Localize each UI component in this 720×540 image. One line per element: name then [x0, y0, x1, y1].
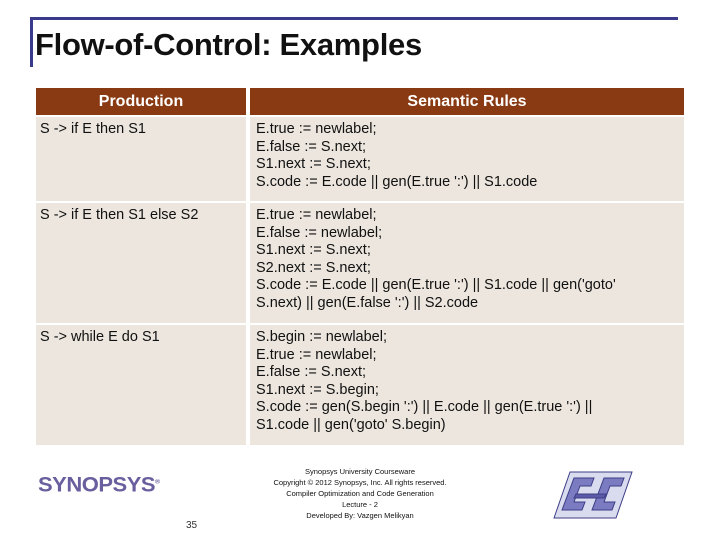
rule-line: S.code := E.code || gen(E.true ':') || S1.code: [256, 173, 538, 190]
rule-line: S.next) || gen(E.false ':') || S2.code: [256, 294, 479, 311]
page-number: 35: [186, 520, 198, 531]
rule-line: S1.next := S.begin;: [256, 381, 379, 398]
semantic-rules-table: [36, 86, 684, 447]
rule-line: E.true := newlabel;: [256, 346, 377, 363]
rule-line: E.false := S.next;: [256, 138, 367, 155]
rule-line: E.false := newlabel;: [256, 224, 383, 241]
rule-line: E.false := S.next;: [256, 364, 367, 381]
header-semantic-rules: Semantic Rules: [250, 88, 684, 115]
rule-line: S2.next := S.next;: [256, 259, 371, 276]
logo-text: SYNOPSYS: [38, 472, 156, 497]
title-rule-vertical: [30, 17, 33, 67]
table-header-row: [36, 88, 684, 115]
table-row: [36, 325, 684, 445]
rules-cell: [250, 117, 684, 201]
copyright-line: Compiler Optimization and Code Generation: [286, 489, 434, 498]
production-cell: S -> if E then S1: [36, 117, 250, 201]
rule-line: S1.code || gen('goto' S.begin): [256, 416, 446, 433]
rule-line: S1.next := S.next;: [256, 156, 371, 173]
rule-line: S.code := E.code || gen(E.true ':') || S1.code || gen('goto': [256, 277, 616, 294]
rules-cell: [250, 203, 684, 323]
header-production: Production: [36, 88, 250, 115]
copyright-line: Lecture - 2: [342, 500, 378, 509]
production-cell: S -> if E then S1 else S2: [36, 203, 250, 323]
production-cell: S -> while E do S1: [36, 325, 250, 445]
logo-registered-mark: ®: [155, 478, 160, 486]
title-rule-horizontal: [30, 17, 678, 20]
rule-line: S1.next := S.next;: [256, 242, 371, 259]
rule-line: S.code := gen(S.begin ':') || E.code || gen(E.true ':') ||: [256, 399, 593, 416]
rules-cell: [250, 325, 684, 445]
synopsys-logo: [38, 473, 160, 498]
rule-line: E.true := newlabel;: [256, 207, 377, 223]
slide-title: Flow-of-Control: Examples: [35, 27, 422, 62]
copyright-line: Synopsys University Courseware: [304, 467, 416, 476]
table-row: [36, 203, 684, 323]
copyright-line: Copyright © 2012 Synopsys, Inc. All rights reserved.: [273, 478, 447, 487]
table-row: [36, 117, 684, 201]
copyright-block: [248, 466, 472, 521]
university-emblem-icon: [548, 464, 634, 526]
copyright-line: Developed By: Vazgen Melikyan: [306, 511, 414, 520]
rule-line: S.begin := newlabel;: [256, 329, 387, 345]
rule-line: E.true := newlabel;: [256, 121, 377, 137]
